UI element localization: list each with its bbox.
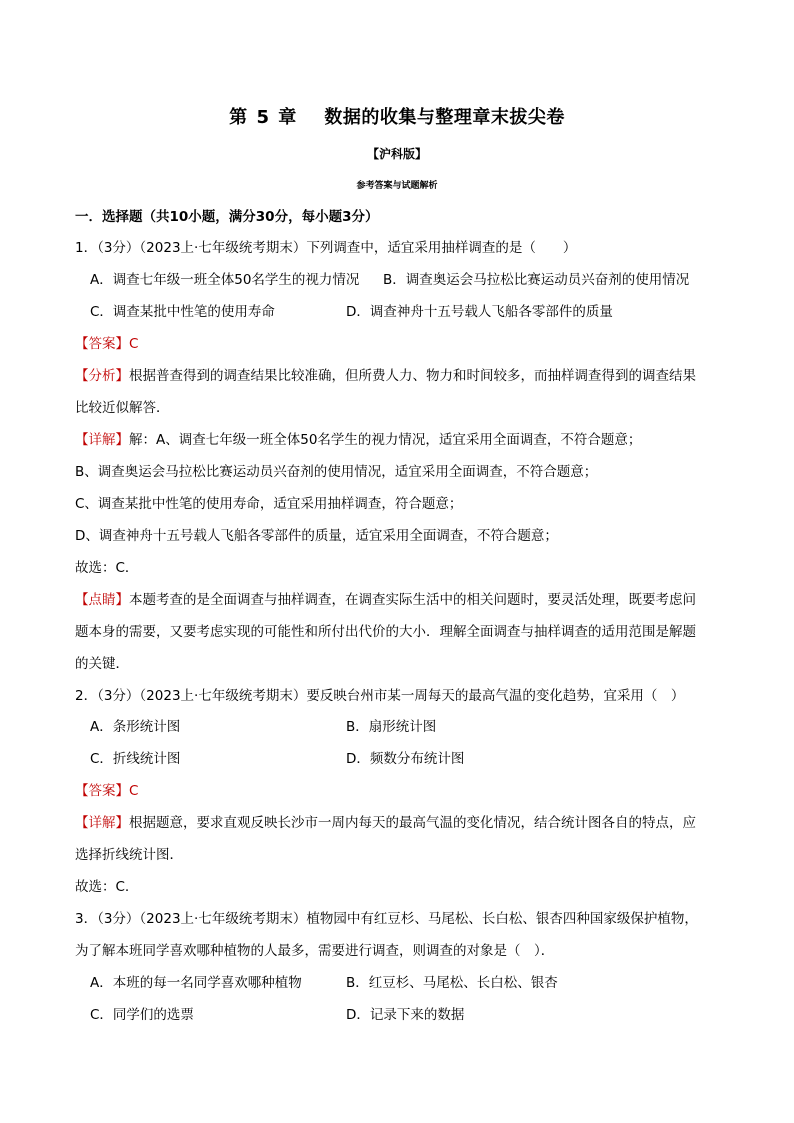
q1-detail-d: D、调查神舟十五号载人飞船各零部件的质量，适宜采用全面调查，不符合题意； — [75, 528, 558, 544]
q2-stem: 2．（3分）（2023上·七年级统考期末）要反映台州市某一周每天的最高气温的变化趋势，宜采用（ ） — [75, 688, 685, 704]
q1-detail-tag: 【详解】 — [75, 432, 129, 448]
q1-analysis-cont: 比较近似解答． — [75, 400, 170, 416]
q1-analysis-tag: 【分析】 — [75, 368, 129, 384]
q1-comment — [75, 590, 696, 610]
q1-detail-b: B、调查奥运会马拉松比赛运动员兴奋剂的使用情况，适宜采用全面调查，不符合题意； — [75, 464, 598, 480]
subtitle: 参考答案与试题解析 — [356, 181, 438, 191]
q2-option-b: B．扇形统计图 — [346, 719, 437, 735]
q1-detail-c: C、调查某批中性笔的使用寿命，适宜采用抽样调查，符合题意； — [75, 496, 463, 512]
q2-detail-cont: 选择折线统计图． — [75, 847, 183, 863]
q3-option-a: A．本班的每一名同学喜欢哪种植物 — [90, 975, 302, 991]
q1-option-c: C．调查某批中性笔的使用寿命 — [90, 304, 275, 320]
q2-detail-text: 根据题意，要求直观反映长沙市一周内每天的最高气温的变化情况，结合统计图各自的特点，应 — [129, 815, 696, 831]
title-text: 数据的收集与整理章末拔尖卷 — [324, 107, 565, 128]
q3-option-b: B．红豆杉、马尾松、长白松、银杏 — [346, 975, 558, 991]
q1-answer-value: C — [129, 336, 139, 352]
q1-answer — [75, 334, 138, 354]
q3-stem-cont: 为了解本班同学喜欢哪种植物的人最多，需要进行调查，则调查的对象是（ ）． — [75, 943, 555, 959]
q1-comment-tag: 【点睛】 — [75, 592, 129, 608]
q1-comment-end: 的关键． — [75, 656, 129, 672]
q1-analysis-text: 根据普查得到的调查结果比较准确，但所费人力、物力和时间较多，而抽样调查得到的调查结果 — [129, 368, 696, 384]
q1-option-b: B．调查奥运会马拉松比赛运动员兴奋剂的使用情况 — [383, 272, 690, 288]
q1-option-a: A．调查七年级一班全体50名学生的视力情况 — [90, 272, 360, 288]
q2-option-c: C．折线统计图 — [90, 751, 181, 767]
q2-answer-tag: 【答案】 — [75, 783, 129, 799]
q1-comment-text: 本题考查的是全面调查与抽样调查，在调查实际生活中的相关问题时，要灵活处理，既要考虑问 — [129, 592, 696, 608]
q1-stem: 1．（3分）（2023上·七年级统考期末）下列调查中，适宜采用抽样调查的是（ ） — [75, 240, 577, 256]
section-heading: 一．选择题（共10小题，满分30分，每小题3分） — [75, 209, 379, 225]
q2-answer-value: C — [129, 783, 139, 799]
title-chapter-end: 章 — [278, 107, 297, 128]
q1-answer-tag: 【答案】 — [75, 336, 129, 352]
q2-detail — [75, 813, 696, 833]
page-title — [0, 103, 794, 129]
q1-comment-cont: 题本身的需要，又要考虑实现的可能性和所付出代价的大小．理解全面调查与抽样调查的适用范围是解题 — [75, 624, 696, 640]
q1-detail-text: 解：A、调查七年级一班全体50名学生的视力情况，适宜采用全面调查，不符合题意； — [129, 432, 642, 448]
q3-stem: 3．（3分）（2023上·七年级统考期末）植物园中有红豆杉、马尾松、长白松、银杏四种国家级保护植物， — [75, 911, 698, 927]
title-chapter: 第 — [229, 107, 248, 128]
q3-option-c: C．同学们的选票 — [90, 1007, 194, 1023]
q1-analysis — [75, 366, 696, 386]
q2-option-d: D．频数分布统计图 — [346, 751, 465, 767]
q2-option-a: A．条形统计图 — [90, 719, 181, 735]
q1-option-d: D．调查神舟十五号载人飞船各零部件的质量 — [346, 304, 613, 320]
q1-detail — [75, 430, 641, 450]
q1-choose: 故选：C． — [75, 560, 139, 576]
title-chapter-number: 5 — [256, 107, 270, 128]
q2-choose: 故选：C. — [75, 879, 130, 895]
q3-option-d: D．记录下来的数据 — [346, 1007, 465, 1023]
q2-detail-tag: 【详解】 — [75, 815, 129, 831]
q2-answer — [75, 781, 138, 801]
edition-label: 【沪科版】 — [366, 147, 427, 161]
